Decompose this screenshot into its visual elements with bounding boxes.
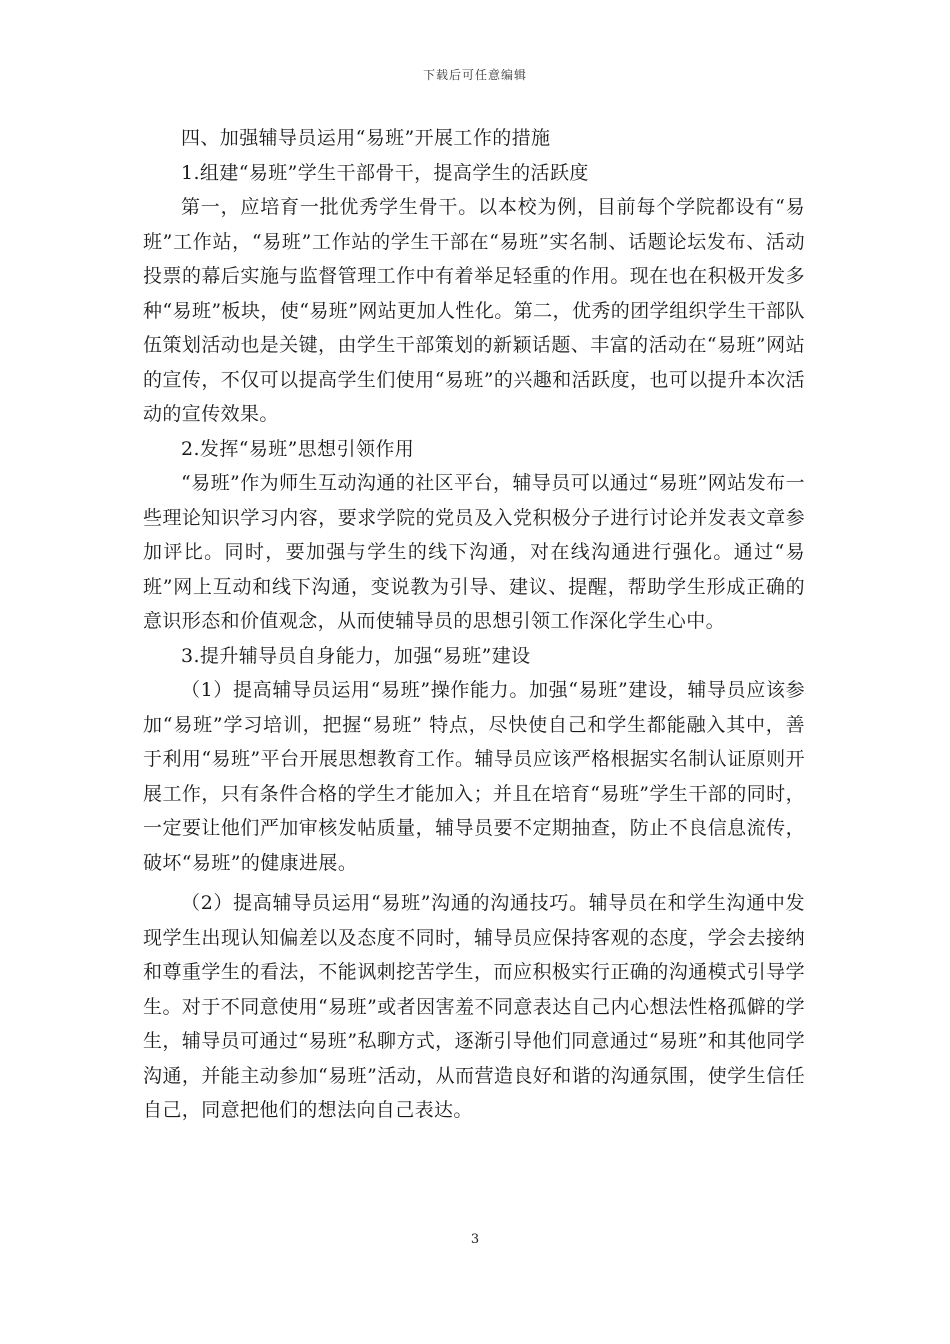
subsection-2-title: 2.发挥“易班”思想引领作用 — [181, 437, 415, 460]
page-header: 下载后可任意编辑 — [422, 68, 527, 82]
section-title: 四、加强辅导员运用“易班”开展工作的措施 — [181, 127, 551, 149]
page-number: 3 — [470, 1232, 480, 1247]
subsection-1-paragraph: 第一，应培育一批优秀学生骨干。以本校为例，目前每个学院都设有“易班”工作站，“易班”工作站的学生干部在“易班”实名制、话题论坛发布、活动投票的幕后实施与监督管理工作中有着举足轻重的作用。现在也在积极开发多种“易班”板块，使“易班”网站更加人性化。第二，优秀的团学组织学生干部队伍策划活动也是关键，由学生干部策划的新颖话题、丰富的活动在“易班”网站的宣传，不仅可以提高学生们使用“易班”的兴趣和活跃度，也可以提升本次活动的宣传效果。 — [143, 196, 805, 425]
subsection-3-title: 3.提升辅导员自身能力，加强“易班”建设 — [181, 644, 531, 667]
subsection-1-title: 1.组建“易班”学生干部骨干，提高学生的活跃度 — [181, 161, 589, 184]
subsection-2-paragraph: “易班”作为师生互动沟通的社区平台，辅导员可以通过“易班”网站发布一些理论知识学习内容，要求学院的党员及入党积极分子进行讨论并发表文章参加评比。同时，要加强与学生的线下沟通，对在线沟通进行强化。通过“易班”网上互动和线下沟通，变说教为引导、建议、提醒，帮助学生形成正确的意识形态和价值观念，从而使辅导员的思想引领工作深化学生心中。 — [143, 472, 805, 632]
subsection-3-paragraph-2: （2）提高辅导员运用“易班”沟通的沟通技巧。辅导员在和学生沟通中发现学生出现认知偏差以及态度不同时，辅导员应保持客观的态度，学会去接纳和尊重学生的看法，不能讽刺挖苦学生，而应积极实行正确的沟通模式引导学生。对于不同意使用“易班”或者因害羞不同意表达自己内心想法性格孤僻的学生，辅导员可通过“易班”私聊方式，逐渐引导他们同意通过“易班”和其他同学沟通，并能主动参加“易班”活动，从而营造良好和谐的沟通氛围，使学生信任自己，同意把他们的想法向自己表达。 — [143, 892, 805, 1121]
subsection-3-paragraph-1: （1）提高辅导员运用“易班”操作能力。加强“易班”建设，辅导员应该参加“易班”学习培训，把握“易班” 特点，尽快使自己和学生都能融入其中，善于利用“易班”平台开展思想教育工作。辅导员应该严格根据实名制认证原则开展工作，只有条件合格的学生才能加入；并且在培育“易班”学生干部的同时，一定要让他们严加审核发帖质量，辅导员要不定期抽查，防止不良信息流传，破坏“易班”的健康进展。 — [143, 679, 805, 874]
document-body — [143, 121, 805, 1128]
